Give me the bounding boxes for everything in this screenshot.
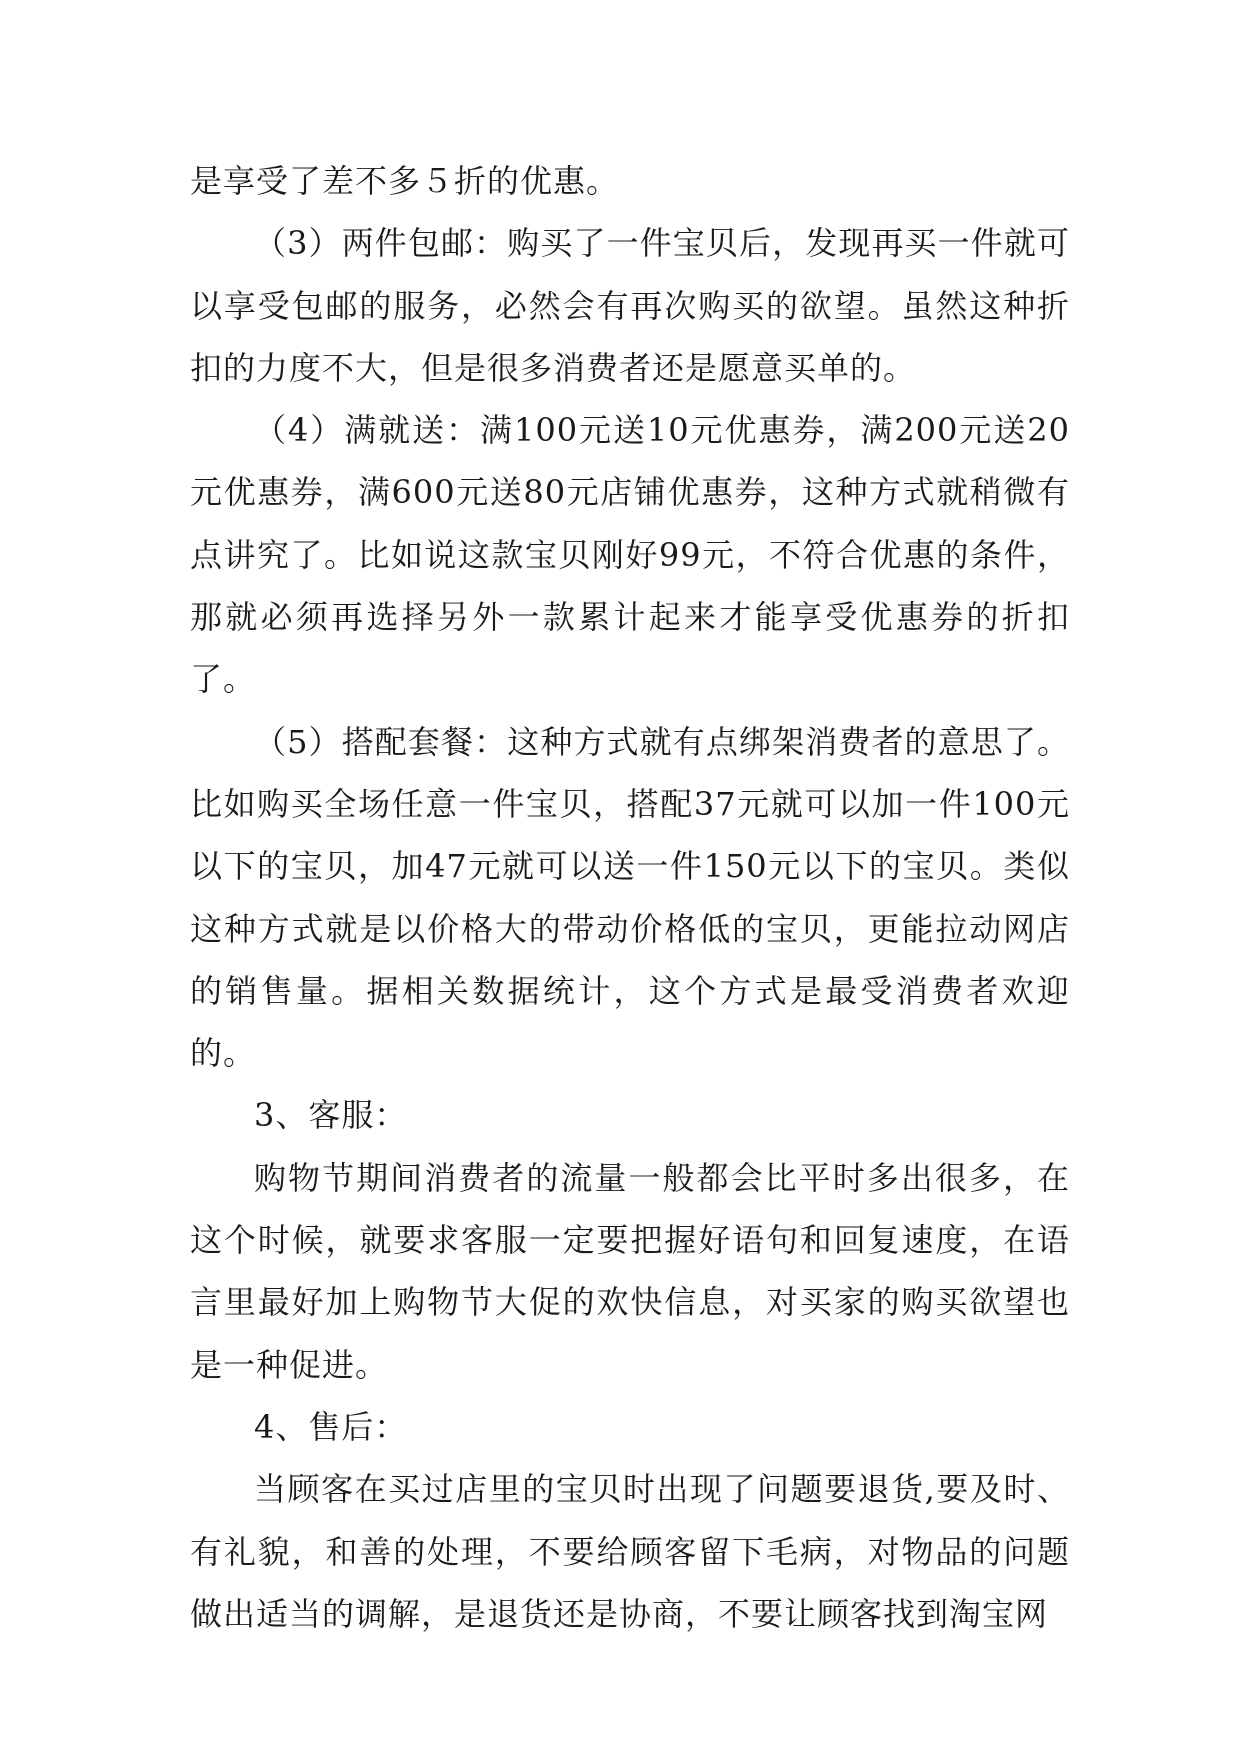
paragraph-free-shipping: （3）两件包邮：购买了一件宝贝后，发现再买一件就可以享受包邮的服务，必然会有再次购买的欲望。虽然这种折扣的力度不大，但是很多消费者还是愿意买单的。 bbox=[190, 224, 1070, 387]
paragraph-customer-service: 购物节期间消费者的流量一般都会比平时多出很多，在这个时候，就要求客服一定要把握好语句和回复速度，在语言里最好加上购物节大促的欢快信息，对买家的购买欲望也是一种促进。 bbox=[190, 1158, 1070, 1384]
paragraph-continuation: 是享受了差不多５折的优惠。 bbox=[190, 162, 620, 200]
heading-after-sales: 4、售后： bbox=[254, 1407, 408, 1446]
paragraph-after-sales: 当顾客在买过店里的宝贝时出现了问题要退货,要及时、有礼貌，和善的处理，不要给顾客留下毛病，对物品的问题做出适当的调解，是退货还是协商，不要让顾客找到淘宝网 bbox=[190, 1470, 1070, 1633]
paragraph-spend-and-get: （4）满就送：满100元送10元优惠券，满200元送20元优惠券，满600元送80元店铺优惠券，这种方式就稍微有点讲究了。比如说这款宝贝刚好99元，不符合优惠的条件，那就必须再选择另外一款累计起来才能享受优惠券的折扣了。 bbox=[190, 411, 1070, 699]
paragraph-bundle-package: （5）搭配套餐：这种方式就有点绑架消费者的意思了。比如购买全场任意一件宝贝，搭配37元就可以加一件100元以下的宝贝，加47元就可以送一件150元以下的宝贝。类似这种方式就是以价格大的带动价格低的宝贝，更能拉动网店的销售量。据相关数据统计，这个方式是最受消费者欢迎的。 bbox=[190, 722, 1070, 1073]
heading-customer-service: 3、客服： bbox=[254, 1096, 408, 1135]
document-body bbox=[190, 150, 1070, 1645]
